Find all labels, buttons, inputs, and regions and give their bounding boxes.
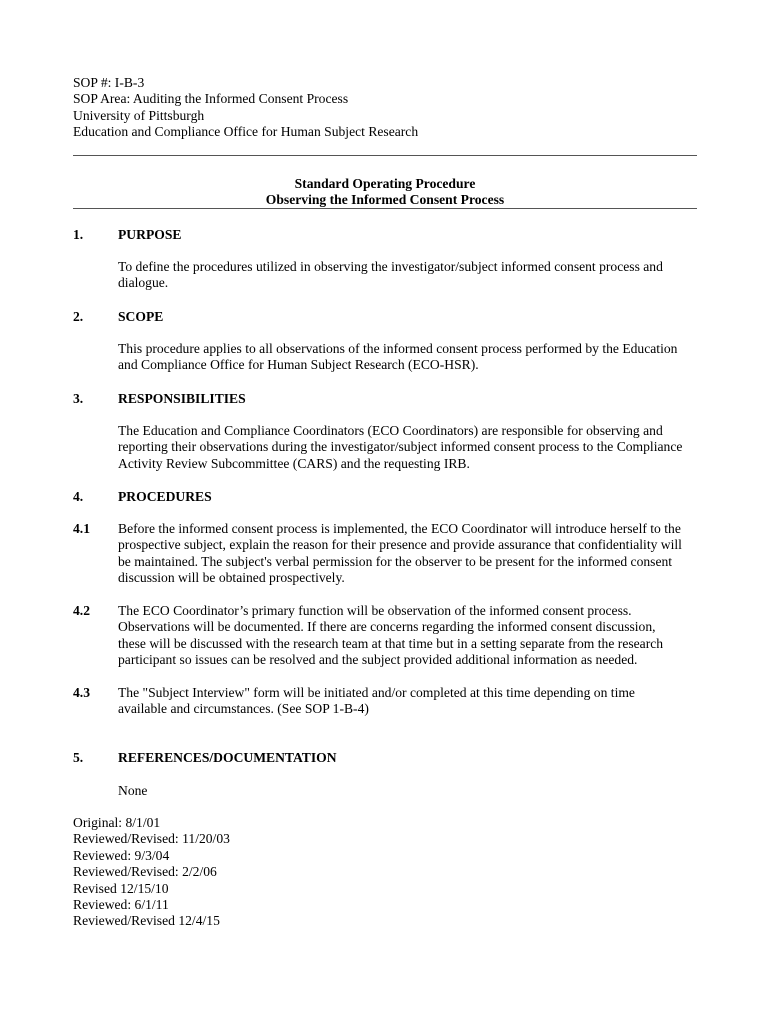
section-body-purpose <box>118 259 708 292</box>
procedure-body-4-2 <box>118 603 708 669</box>
paragraph-line: To define the procedures utilized in observing the investigator/subject informed consent process and <box>118 259 663 274</box>
paragraph-line: dialogue. <box>118 275 169 291</box>
revision-history <box>73 815 230 930</box>
section-heading-references: REFERENCES/DOCUMENTATION <box>118 750 337 765</box>
paragraph-line: The ECO Coordinator’s primary function will be observation of the informed consent process. <box>118 603 632 618</box>
title-line-1: Standard Operating Procedure <box>294 176 476 191</box>
paragraph-line: Observations will be documented. If there are concerns regarding the informed consent discussion, <box>118 619 656 635</box>
procedure-number-4-2: 4.2 <box>73 603 90 618</box>
history-entry: Revised 12/15/10 <box>73 880 169 896</box>
history-entry: Reviewed: 9/3/04 <box>73 847 170 863</box>
procedure-body-4-1 <box>118 521 708 587</box>
section-heading-responsibilities: RESPONSIBILITIES <box>118 391 246 406</box>
title-divider <box>73 208 697 209</box>
paragraph-line: reporting their observations during the investigator/subject informed consent process to the Compliance <box>118 439 683 455</box>
paragraph-line: these will be discussed with the research team at that time but in a setting separate from the research <box>118 635 664 651</box>
history-entry: Original: 8/1/01 <box>73 815 161 830</box>
section-heading-scope: SCOPE <box>118 309 164 324</box>
section-number-procedures: 4. <box>73 489 84 504</box>
section-number-scope: 2. <box>73 309 84 324</box>
header-divider <box>73 155 697 156</box>
paragraph-line: The Education and Compliance Coordinators (ECO Coordinators) are responsible for observing and <box>118 423 663 438</box>
office-name: Education and Compliance Office for Human Subject Research <box>73 124 419 140</box>
paragraph-line: Activity Review Subcommittee (CARS) and the requesting IRB. <box>118 455 470 471</box>
history-entry: Reviewed/Revised 12/4/15 <box>73 913 220 929</box>
history-entry: Reviewed: 6/1/11 <box>73 897 169 913</box>
paragraph-line: discussion will be obtained prospectively. <box>118 570 345 586</box>
paragraph-line: participant so issues can be resolved and the subject provided additional information as needed. <box>118 652 638 668</box>
procedure-body-4-3 <box>118 685 708 718</box>
paragraph-line: The "Subject Interview" form will be initiated and/or completed at this time depending on time <box>118 685 635 700</box>
section-heading-purpose: PURPOSE <box>118 227 182 242</box>
procedure-number-4-1: 4.1 <box>73 521 90 536</box>
history-entry: Reviewed/Revised: 2/2/06 <box>73 864 217 880</box>
paragraph-line: Before the informed consent process is implemented, the ECO Coordinator will introduce herself to the <box>118 521 681 536</box>
section-body-responsibilities <box>118 423 708 472</box>
history-entry: Reviewed/Revised: 11/20/03 <box>73 831 230 847</box>
section-number-responsibilities: 3. <box>73 391 84 406</box>
sop-area: SOP Area: Auditing the Informed Consent Process <box>73 91 349 107</box>
procedure-number-4-3: 4.3 <box>73 685 90 700</box>
paragraph-line: prospective subject, explain the reason for their presence and provide assurance that confidentiality will <box>118 537 682 553</box>
sop-number: SOP #: I-B-3 <box>73 75 145 90</box>
paragraph-line: available and circumstances. (See SOP 1-B-4) <box>118 701 369 717</box>
paragraph-line: This procedure applies to all observations of the informed consent process performed by the Education <box>118 341 678 356</box>
section-body-scope <box>118 341 708 374</box>
title-line-2: Observing the Informed Consent Process <box>265 192 505 208</box>
paragraph-line: and Compliance Office for Human Subject Research (ECO-HSR). <box>118 357 479 373</box>
section-body-references: None <box>118 783 148 798</box>
university-name: University of Pittsburgh <box>73 107 205 123</box>
document-header <box>73 75 418 141</box>
section-heading-procedures: PROCEDURES <box>118 489 212 504</box>
section-number-references: 5. <box>73 750 84 765</box>
document-title <box>73 176 697 209</box>
section-number-purpose: 1. <box>73 227 84 242</box>
paragraph-line: be maintained. The subject's verbal permission for the observer to be present for the informed consent <box>118 553 673 569</box>
